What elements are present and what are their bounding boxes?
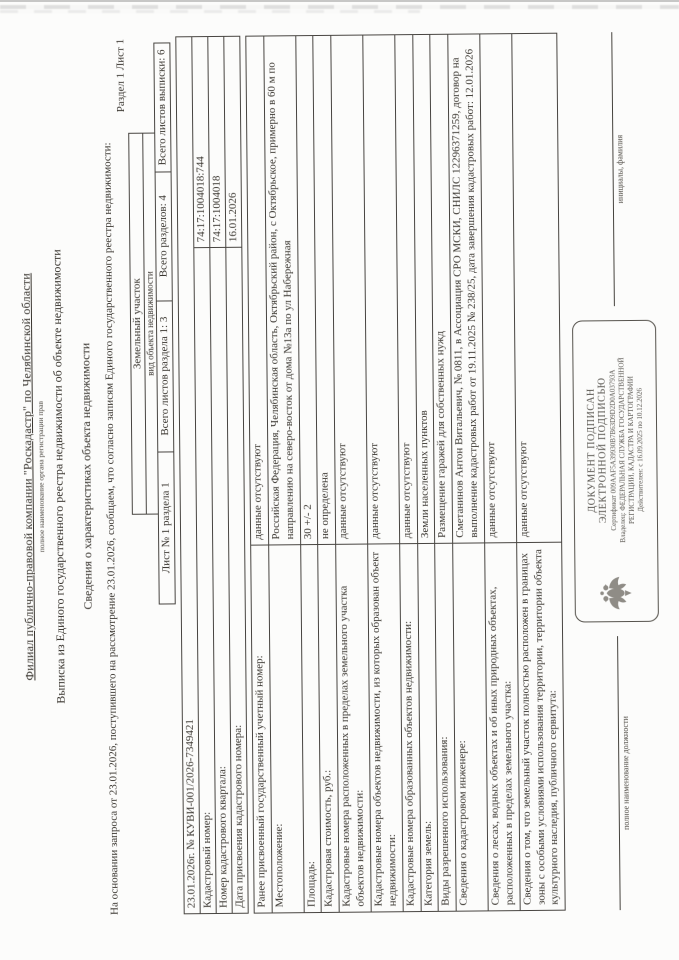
stamp-text	[585, 329, 645, 572]
row-label: Номер кадастрового квартала:	[210, 247, 231, 913]
sheet-info-cell: Всего листов раздела 1: 3	[157, 301, 173, 452]
object-type-box	[128, 132, 158, 514]
name-signature-block	[600, 32, 627, 306]
extract-number: 23.01.2026г. № КУВИ-001/2026-7349421	[183, 719, 198, 909]
table-row	[511, 34, 565, 910]
row-value: данные отсутствуют	[399, 442, 413, 539]
stamp-owner-line2: РЕГИСТРАЦИИ, КАДАСТРА И КАРТОГРАФИИ	[626, 375, 636, 525]
row-label: Кадастровые номера образованных объектов недвижимости:	[400, 543, 420, 911]
org-title: Филиал публично-правовой компании "Роскадастр" по Челябинской области	[18, 273, 37, 681]
document-title: Выписка из Единого государственного реестра недвижимости об объекте недвижимости	[49, 249, 68, 704]
scanned-page	[4, 8, 664, 954]
row-label: Кадастровые номера расположенных в пределах земельного участка объектов недвижимости:	[336, 544, 370, 912]
row-label: Ранее присвоенный государственный учетный номер:	[251, 545, 271, 913]
row-value: данные отсутствуют	[368, 442, 382, 539]
row-label: Площадь:	[301, 544, 321, 912]
russian-eagle-emblem-icon	[597, 571, 637, 615]
org-title-caption: полное наименование органа регистрации прав	[35, 400, 47, 553]
row-value: данные отсутствуют	[485, 441, 499, 538]
row-value: 74:17:1004018	[210, 175, 224, 243]
row-value: 30 +/- 2	[301, 504, 314, 540]
egrn-extract-document	[4, 2, 673, 948]
sheet-info-cell: Всего листов выписки: 6	[154, 43, 170, 172]
stamp-validity: Действителен: с 16.09.2025 по 10.12.2026	[635, 388, 645, 512]
row-value: Земли населенных пунктов	[417, 410, 431, 539]
row-value: данные отсутствуют	[516, 441, 530, 538]
row-label: Сведения о кадастровом инженере:	[453, 543, 487, 911]
row-value: не определена	[318, 472, 332, 540]
row-value: данные отсутствуют	[251, 443, 265, 540]
stamp-owner-line1: Владелец: ФЕДЕРАЛЬНАЯ СЛУЖБА ГОСУДАРСТВЕННОЙ	[617, 357, 628, 543]
row-value: Размещение гаражей для собственных нужд	[434, 330, 449, 538]
characteristics-table	[245, 33, 566, 914]
row-label: Местоположение:	[269, 544, 303, 912]
row-value: Российская Федерация, Челябинская область, Октябрьский район, с Октябрьское, примерно в 60 м по направлению на северо-восток от дома №13а по ул Набережная	[265, 62, 296, 540]
object-type-table	[127, 42, 175, 604]
row-label: Сведения о том, что земельный участок полностью расположен в границах зоны с особыми условиями использования территории, территории объекта культурного наследия, публичного сервитута:	[517, 542, 565, 910]
name-caption: инициалы, фамилия	[615, 134, 626, 204]
row-label: Кадастровые номера объектов недвижимости, из которых образован объект недвижимости:	[368, 543, 402, 911]
row-value: 74:17:1004018:744	[194, 156, 208, 243]
row-value: 16.01.2026	[226, 192, 240, 243]
stamp-title-line1: ДОКУМЕНТ ПОДПИСАН	[586, 388, 599, 513]
row-label: Дата присвоения кадастрового номера:	[226, 247, 247, 913]
request-basis-line: На основании запроса от 23.01.2026, поступившего на рассмотрение 23.01.2026, сообщаем, что согласно записям Единого государственного реестра недвижимости:	[101, 142, 121, 916]
row-value: Сметанинов Антон Витальевич, № 0811, в Ассоциация СРО МСКИ, СНИЛС 12296371259, договор на выполнение кадастровых работ от 19.11.2025 № 238/25, дата завершения кадастровых работ: 12.01.2026	[449, 48, 481, 538]
position-signature-block	[605, 636, 632, 910]
document-subtitle: Сведения о характеристиках объекта недвижимости	[78, 342, 95, 610]
stamp-certificate: Сертификат 009AAF5A39930B7B63D9D2D0A03793A	[608, 369, 619, 531]
sheet-info-cell: Всего разделов: 4	[156, 172, 172, 301]
digital-signature-stamp	[572, 320, 659, 623]
row-label: Категория земель:	[418, 543, 438, 911]
section-sheet-label: Раздел 1 Лист 1	[114, 38, 128, 113]
position-caption: полное наименование должности	[621, 716, 632, 830]
stamp-title-line2: ЭЛЕКТРОННОЙ ПОДПИСЬЮ	[596, 377, 610, 524]
object-type: Земельный участок	[130, 278, 144, 370]
row-label: Кадастровая стоимость, руб.:	[319, 544, 339, 912]
sheet-info-row	[153, 42, 175, 604]
cadastral-numbers-table	[175, 36, 248, 915]
signature-strip	[570, 32, 662, 911]
row-label: Сведения о лесах, водных объектах и об иных природных объектах, расположенных в пределах земельного участка:	[485, 542, 519, 910]
object-type-caption: вид объекта недвижимости	[142, 133, 158, 513]
sheet-info-cell: Лист № 1 раздела 1	[159, 482, 173, 574]
row-label: Кадастровый номер:	[194, 247, 215, 913]
row-value: данные отсутствуют	[336, 443, 350, 539]
row-label: Виды разрешенного использования:	[436, 543, 456, 911]
